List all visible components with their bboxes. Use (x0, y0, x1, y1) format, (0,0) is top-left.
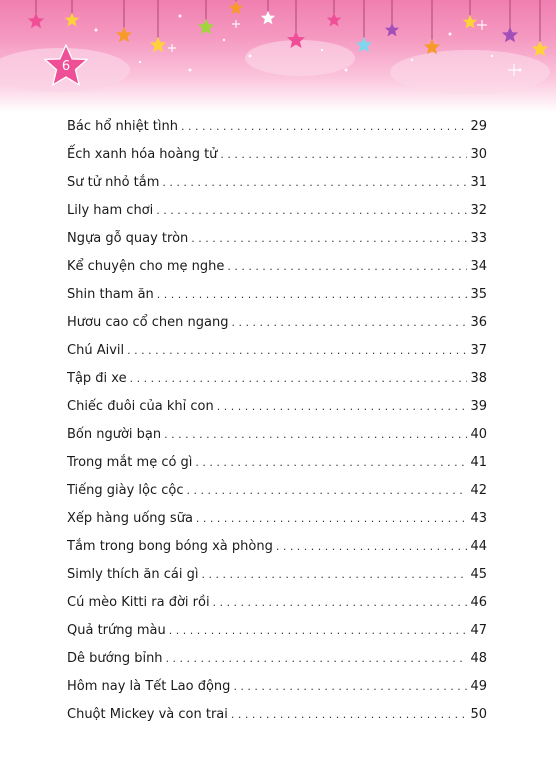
dot-leader (169, 617, 468, 645)
toc-entry-title: Hôm nay là Tết Lao động (67, 679, 231, 694)
toc-entry-page: 30 (470, 147, 487, 162)
toc-entry-title: Lily ham chơi (67, 203, 154, 218)
toc-entry-page: 29 (470, 119, 487, 134)
toc-entry-page: 35 (470, 287, 487, 302)
header-banner (0, 0, 556, 112)
toc-entry[interactable] (67, 589, 487, 617)
toc-entry[interactable] (67, 365, 487, 393)
toc-entry[interactable] (67, 169, 487, 197)
toc-entry-title: Chuột Mickey và con trai (67, 707, 228, 722)
toc-entry-title: Hươu cao cổ chen ngang (67, 315, 229, 330)
dot-leader (196, 505, 468, 533)
toc-entry-title: Tắm trong bong bóng xà phòng (67, 539, 273, 554)
dot-leader (130, 365, 468, 393)
table-of-contents (67, 113, 487, 729)
toc-entry-page: 39 (470, 399, 487, 414)
toc-entry[interactable] (67, 253, 487, 281)
toc-entry-title: Simly thích ăn cái gì (67, 567, 199, 582)
dot-leader (227, 253, 467, 281)
toc-entry-page: 36 (470, 315, 487, 330)
page-number: 6 (61, 59, 71, 74)
dot-leader (202, 561, 468, 589)
toc-entry-page: 44 (470, 539, 487, 554)
dot-leader (181, 113, 467, 141)
toc-entry-page: 50 (470, 707, 487, 722)
dot-leader (166, 645, 468, 673)
toc-entry[interactable] (67, 281, 487, 309)
toc-entry[interactable] (67, 645, 487, 673)
toc-entry-title: Quả trứng màu (67, 623, 166, 638)
toc-entry-page: 49 (470, 679, 487, 694)
toc-entry[interactable] (67, 141, 487, 169)
toc-entry[interactable] (67, 393, 487, 421)
toc-entry-title: Bác hổ nhiệt tình (67, 119, 178, 134)
toc-entry[interactable] (67, 617, 487, 645)
toc-entry-page: 47 (470, 623, 487, 638)
toc-entry-page: 31 (470, 175, 487, 190)
toc-entry-title: Tiếng giày lộc cộc (67, 483, 184, 498)
toc-entry[interactable] (67, 337, 487, 365)
dot-leader (164, 421, 467, 449)
dot-leader (217, 393, 468, 421)
dot-leader (127, 337, 467, 365)
toc-entry-page: 34 (470, 259, 487, 274)
toc-entry-title: Bốn người bạn (67, 427, 162, 442)
toc-entry-page: 46 (470, 595, 487, 610)
toc-entry-title: Sư tử nhỏ tắm (67, 175, 160, 190)
toc-entry-title: Chú Aivil (67, 343, 125, 358)
toc-entry-title: Xếp hàng uống sữa (67, 511, 193, 526)
toc-entry-title: Chiếc đuôi của khỉ con (67, 399, 214, 414)
dot-leader (231, 309, 467, 337)
toc-entry-title: Ếch xanh hóa hoàng tử (67, 147, 218, 162)
toc-entry-page: 40 (470, 427, 487, 442)
dot-leader (156, 197, 467, 225)
toc-entry-page: 45 (470, 567, 487, 582)
dot-leader (187, 477, 468, 505)
toc-entry[interactable] (67, 477, 487, 505)
toc-entry-title: Cú mèo Kitti ra đời rồi (67, 595, 210, 610)
toc-entry-page: 48 (470, 651, 487, 666)
toc-entry-page: 42 (470, 483, 487, 498)
toc-entry-page: 41 (470, 455, 487, 470)
toc-entry[interactable] (67, 505, 487, 533)
dot-leader (195, 449, 467, 477)
toc-entry-page: 38 (470, 371, 487, 386)
toc-entry[interactable] (67, 421, 487, 449)
toc-entry-title: Shin tham ăn (67, 287, 154, 302)
toc-entry-title: Kể chuyện cho mẹ nghe (67, 259, 225, 274)
toc-entry-title: Dê bướng bỉnh (67, 651, 163, 666)
toc-entry-title: Trong mắt mẹ có gì (67, 455, 193, 470)
toc-entry[interactable] (67, 225, 487, 253)
dot-leader (220, 141, 467, 169)
toc-entry-page: 33 (470, 231, 487, 246)
dot-leader (231, 701, 468, 729)
dot-leader (276, 533, 468, 561)
toc-entry[interactable] (67, 309, 487, 337)
dot-leader (162, 169, 467, 197)
toc-entry-page: 43 (470, 511, 487, 526)
toc-entry-page: 32 (470, 203, 487, 218)
toc-entry[interactable] (67, 113, 487, 141)
dot-leader (191, 225, 467, 253)
dot-leader (233, 673, 467, 701)
toc-entry[interactable] (67, 449, 487, 477)
toc-entry[interactable] (67, 561, 487, 589)
toc-entry-title: Tập đi xe (67, 371, 127, 386)
toc-entry[interactable] (67, 701, 487, 729)
toc-entry[interactable] (67, 533, 487, 561)
dot-leader (157, 281, 468, 309)
toc-entry[interactable] (67, 197, 487, 225)
toc-entry-page: 37 (470, 343, 487, 358)
toc-entry[interactable] (67, 673, 487, 701)
toc-entry-title: Ngựa gỗ quay tròn (67, 231, 189, 246)
page-number-badge (44, 44, 88, 88)
dot-leader (213, 589, 468, 617)
